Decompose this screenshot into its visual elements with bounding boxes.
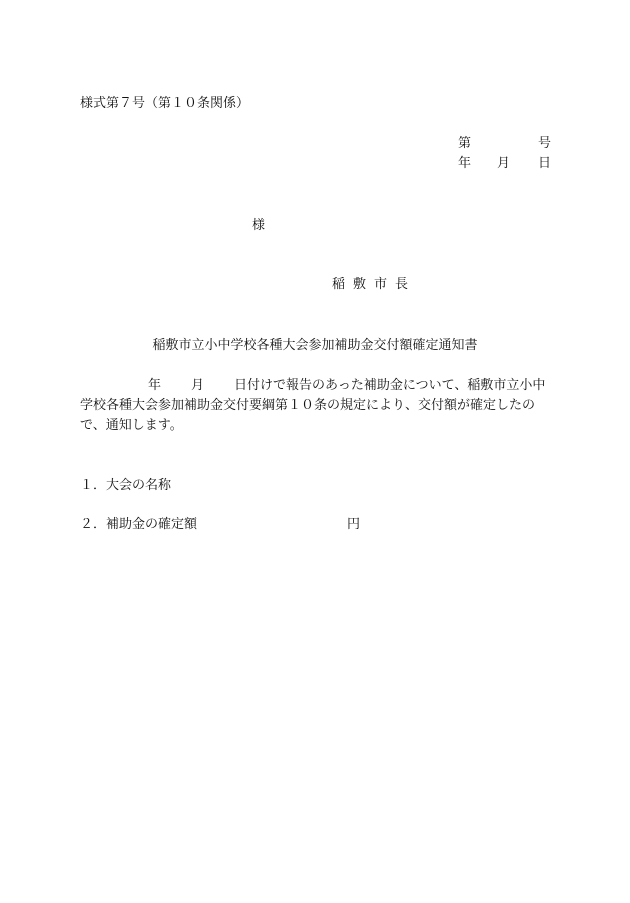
form-number: 様式第７号（第１０条関係） xyxy=(80,96,250,111)
body-paragraph xyxy=(80,376,552,436)
body-line-1 xyxy=(80,376,552,396)
date-month-label: 月 xyxy=(497,156,511,171)
item-confirmed-amount: ２．補助金の確定額 xyxy=(80,517,198,532)
sender-name: 稲敷市長 xyxy=(332,277,417,292)
body-line-1-text: 日付けで報告のあった補助金について、稲敷市立小中 xyxy=(234,378,546,393)
document-number-suffix: 号 xyxy=(538,136,552,151)
body-line-3: で、通知します。 xyxy=(80,418,183,433)
amount-unit: 円 xyxy=(347,517,361,532)
date-year-label: 年 xyxy=(458,156,472,171)
date-day-label: 日 xyxy=(538,156,552,171)
item-event-name: １．大会の名称 xyxy=(80,478,172,493)
addressee-honorific: 様 xyxy=(252,218,266,233)
body-month-label: 月 xyxy=(191,378,205,393)
document-title: 稲敷市立小中学校各種大会参加補助金交付額確定通知書 xyxy=(152,338,478,353)
body-line-2: 学校各種大会参加補助金交付要綱第１０条の規定により、交付額が確定したの xyxy=(80,398,536,413)
body-year-label: 年 xyxy=(148,378,162,393)
document-number-prefix: 第 xyxy=(458,136,472,151)
